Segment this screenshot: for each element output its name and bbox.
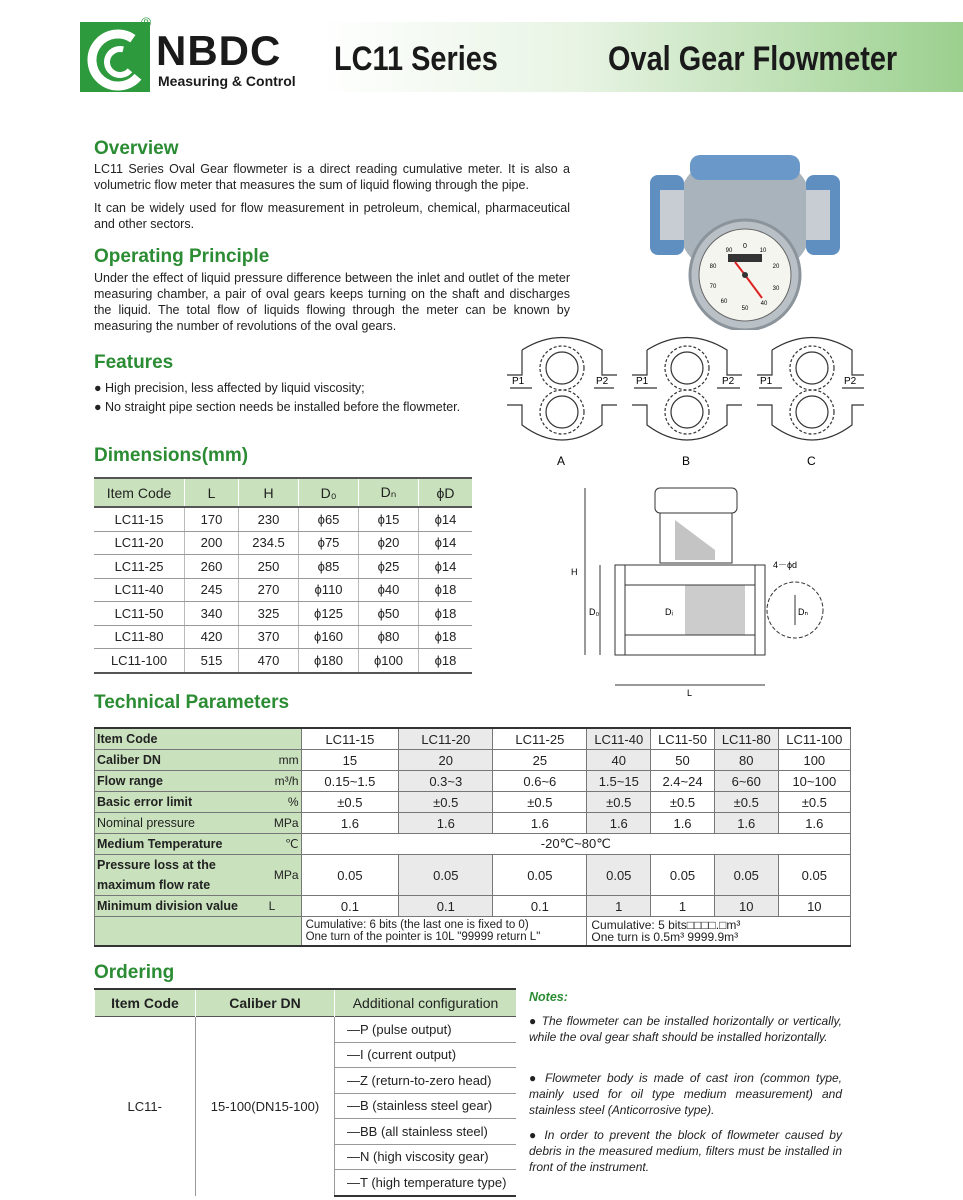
table-cell: 0.1 bbox=[399, 896, 493, 917]
table-cell: 0.1 bbox=[493, 896, 587, 917]
table-cell: ϕ14 bbox=[419, 531, 473, 555]
model-cell: LC11-20 bbox=[399, 728, 493, 750]
table-cell: 25 bbox=[493, 750, 587, 771]
table-cell: 2.4~24 bbox=[651, 771, 715, 792]
technical-table bbox=[94, 727, 851, 947]
table-cell: 370 bbox=[238, 625, 298, 649]
overview-p2: It can be widely used for flow measurement in petroleum, chemical, pharmaceutical and other sectors. bbox=[94, 201, 570, 231]
table-cell: 230 bbox=[238, 507, 298, 531]
table-cell: 10~100 bbox=[778, 771, 850, 792]
table-cell: ϕ18 bbox=[419, 578, 473, 602]
table-cell: ±0.5 bbox=[651, 792, 715, 813]
table-cell: 1.6 bbox=[778, 813, 850, 834]
model-cell: LC11-50 bbox=[651, 728, 715, 750]
table-cell: ϕ65 bbox=[299, 507, 359, 531]
table-cell: 1.6 bbox=[399, 813, 493, 834]
table-cell: 170 bbox=[185, 507, 239, 531]
table-cell: 0.05 bbox=[399, 855, 493, 896]
model-cell: LC11-25 bbox=[493, 728, 587, 750]
table-cell: LC11-50 bbox=[94, 602, 185, 626]
table-cell: 6~60 bbox=[714, 771, 778, 792]
dimensions-table bbox=[94, 477, 472, 674]
table-cell: 200 bbox=[185, 531, 239, 555]
table-cell: 0.3~3 bbox=[399, 771, 493, 792]
table-row bbox=[94, 625, 472, 649]
model-cell: LC11-15 bbox=[301, 728, 399, 750]
table-cell: LC11-15 bbox=[94, 507, 185, 531]
table-row bbox=[94, 602, 472, 626]
svg-text:70: 70 bbox=[709, 284, 717, 290]
table-cell: ϕ110 bbox=[299, 578, 359, 602]
row-label: Caliber DN bbox=[95, 750, 267, 771]
do-dim-label: D₀ bbox=[589, 607, 600, 617]
svg-text:10: 10 bbox=[759, 248, 767, 254]
table-cell: ϕ180 bbox=[299, 649, 359, 673]
order-code: LC11- bbox=[127, 1098, 162, 1114]
table-cell: 40 bbox=[587, 750, 651, 771]
stage-b-label: B bbox=[682, 454, 691, 468]
table-cell: ϕ15 bbox=[359, 507, 419, 531]
row-label: Flow range bbox=[95, 771, 267, 792]
svg-text:90: 90 bbox=[725, 248, 733, 254]
note-item: ● The flowmeter can be installed horizontally or vertically, while the oval gear shaft should be installed horizontally. bbox=[529, 1014, 842, 1044]
table-cell: ϕ160 bbox=[299, 625, 359, 649]
table-cell: 1.5~15 bbox=[587, 771, 651, 792]
table-cell: 515 bbox=[185, 649, 239, 673]
row-unit: m³/h bbox=[267, 771, 302, 792]
table-cell: ϕ18 bbox=[419, 649, 473, 673]
svg-text:P1: P1 bbox=[636, 376, 649, 387]
brand-name: NBDC bbox=[156, 27, 282, 74]
table-cell: 0.05 bbox=[587, 855, 651, 896]
overview-heading: Overview bbox=[94, 138, 179, 159]
table-cell: 270 bbox=[238, 578, 298, 602]
table-row bbox=[94, 649, 472, 673]
table-cell: ϕ18 bbox=[419, 625, 473, 649]
table-cell: 80 bbox=[714, 750, 778, 771]
col-header: Item Code bbox=[95, 989, 196, 1017]
table-cell: ±0.5 bbox=[778, 792, 850, 813]
table-cell: 0.05 bbox=[493, 855, 587, 896]
di-dim-label: Dᵢ bbox=[665, 607, 673, 617]
table-cell: 0.05 bbox=[301, 855, 399, 896]
table-cell: 260 bbox=[185, 555, 239, 579]
option-item: —I (current output) bbox=[335, 1042, 517, 1068]
table-cell: 0.15~1.5 bbox=[301, 771, 399, 792]
table-cell: 0.1 bbox=[301, 896, 399, 917]
table-cell: ϕ100 bbox=[359, 649, 419, 673]
table-cell: 50 bbox=[651, 750, 715, 771]
svg-text:0: 0 bbox=[743, 243, 747, 250]
principle-text: Under the effect of liquid pressure difference between the inlet and outlet of the meter measuring chamber, a pair of oval gears keeps turning on the shaft and discharges the liquid. The total flow of liquids flowing through the meter can be known by measuring the number of revolutions of the oval gears. bbox=[94, 271, 570, 333]
notes-heading: Notes: bbox=[529, 990, 568, 1004]
col-header: H bbox=[238, 478, 298, 507]
table-cell: 1.6 bbox=[301, 813, 399, 834]
table-row bbox=[94, 531, 472, 555]
table-cell: 0.05 bbox=[778, 855, 850, 896]
row-unit: ℃ bbox=[267, 834, 302, 855]
table-cell: ±0.5 bbox=[587, 792, 651, 813]
row-label: Medium Temperature bbox=[95, 834, 267, 855]
table-cell: 340 bbox=[185, 602, 239, 626]
table-cell: ϕ80 bbox=[359, 625, 419, 649]
row-unit: L bbox=[267, 896, 302, 917]
row-label: Basic error limit bbox=[95, 792, 267, 813]
table-cell: ±0.5 bbox=[399, 792, 493, 813]
table-cell: ϕ50 bbox=[359, 602, 419, 626]
row-label: Nominal pressure bbox=[95, 813, 267, 834]
overview-p1: LC11 Series Oval Gear flowmeter is a direct reading cumulative meter. It is also a volumetric flow meter that measures the sum of liquid flowing through the pipe. bbox=[94, 162, 570, 192]
table-cell: 245 bbox=[185, 578, 239, 602]
nbdc-logo bbox=[80, 22, 150, 92]
model-cell: LC11-100 bbox=[778, 728, 850, 750]
ordering-table bbox=[94, 988, 516, 1197]
registered-mark: ® bbox=[141, 14, 152, 30]
table-cell: LC11-100 bbox=[94, 649, 185, 673]
col-header: D₀ bbox=[299, 478, 359, 507]
option-item: —P (pulse output) bbox=[335, 1017, 517, 1043]
features-heading: Features bbox=[94, 352, 174, 373]
feature-item: ● No straight pipe section needs be installed before the flowmeter. bbox=[94, 400, 461, 414]
svg-text:30: 30 bbox=[772, 286, 780, 292]
table-cell: 325 bbox=[238, 602, 298, 626]
note-item: ● Flowmeter body is made of cast iron (common type, mainly used for oil type medium measurement) and stainless steel (Anticorrosive type). bbox=[529, 1071, 842, 1117]
table-cell: ϕ25 bbox=[359, 555, 419, 579]
svg-text:50: 50 bbox=[741, 306, 749, 312]
table-cell: 1.6 bbox=[493, 813, 587, 834]
table-cell: 15 bbox=[301, 750, 399, 771]
table-cell: ±0.5 bbox=[493, 792, 587, 813]
table-cell: ϕ14 bbox=[419, 555, 473, 579]
option-item: —N (high viscosity gear) bbox=[335, 1144, 517, 1170]
model-cell: LC11-40 bbox=[587, 728, 651, 750]
svg-text:P2: P2 bbox=[844, 376, 857, 387]
note-item: ● In order to prevent the block of flowmeter caused by debris in the measured medium, filters must be installed in front of the instrument. bbox=[529, 1128, 842, 1174]
p1-label: P1 bbox=[512, 376, 525, 387]
table-row bbox=[94, 578, 472, 602]
row-unit: MPa bbox=[267, 855, 302, 896]
table-row bbox=[94, 555, 472, 579]
col-header: Caliber DN bbox=[196, 989, 335, 1017]
table-cell: ϕ20 bbox=[359, 531, 419, 555]
order-caliber: 15-100(DN15-100) bbox=[196, 1017, 335, 1196]
table-cell: ϕ14 bbox=[419, 507, 473, 531]
l-dim-label: L bbox=[687, 688, 693, 698]
dimension-drawing bbox=[565, 480, 830, 705]
table-cell: LC11-25 bbox=[94, 555, 185, 579]
dimensions-heading: Dimensions(mm) bbox=[94, 445, 249, 466]
table-cell: 0.05 bbox=[651, 855, 715, 896]
ordering-heading: Ordering bbox=[94, 962, 175, 983]
stage-a-label: A bbox=[557, 454, 566, 468]
table-cell: ±0.5 bbox=[301, 792, 399, 813]
series-title: LC11 Series bbox=[334, 40, 498, 78]
row-label: Minimum division value bbox=[95, 896, 267, 917]
product-photo bbox=[640, 150, 850, 330]
product-title: Oval Gear Flowmeter bbox=[607, 40, 897, 78]
table-cell: LC11-20 bbox=[94, 531, 185, 555]
table-cell: 20 bbox=[399, 750, 493, 771]
col-header: ϕD bbox=[419, 478, 473, 507]
col-header: Dₙ bbox=[359, 478, 419, 507]
svg-text:80: 80 bbox=[709, 264, 717, 270]
stage-c-label: C bbox=[807, 454, 816, 468]
table-cell: LC11-80 bbox=[94, 625, 185, 649]
table-cell: 10 bbox=[778, 896, 850, 917]
row-unit: mm bbox=[267, 750, 302, 771]
temperature-value: -20℃~80℃ bbox=[301, 834, 850, 855]
col-header: L bbox=[185, 478, 239, 507]
dn-dim-label: Dₙ bbox=[798, 607, 809, 617]
technical-heading: Technical Parameters bbox=[94, 692, 290, 713]
table-row bbox=[94, 507, 472, 531]
table-cell: 1.6 bbox=[714, 813, 778, 834]
row-label-empty bbox=[95, 917, 302, 947]
table-cell: ±0.5 bbox=[714, 792, 778, 813]
row-label: Pressure loss at the maximum flow rate bbox=[95, 855, 267, 896]
table-cell: LC11-40 bbox=[94, 578, 185, 602]
p2-label: P2 bbox=[596, 376, 609, 387]
table-cell: 0.05 bbox=[714, 855, 778, 896]
table-cell: 420 bbox=[185, 625, 239, 649]
table-cell: ϕ18 bbox=[419, 602, 473, 626]
row-label: Item Code bbox=[95, 728, 302, 750]
principle-heading: Operating Principle bbox=[94, 246, 270, 267]
row-unit: % bbox=[267, 792, 302, 813]
col-header: Additional configuration bbox=[335, 989, 517, 1017]
svg-text:20: 20 bbox=[772, 264, 780, 270]
h-dim-label: H bbox=[571, 567, 578, 577]
option-item: —B (stainless steel gear) bbox=[335, 1093, 517, 1119]
col-header: Item Code bbox=[94, 478, 185, 507]
table-cell: 250 bbox=[238, 555, 298, 579]
table-cell: ϕ85 bbox=[299, 555, 359, 579]
option-item: —Z (return-to-zero head) bbox=[335, 1068, 517, 1094]
svg-text:40: 40 bbox=[760, 301, 768, 307]
table-cell: 1.6 bbox=[651, 813, 715, 834]
table-cell: ϕ125 bbox=[299, 602, 359, 626]
brand-tagline: Measuring & Control bbox=[158, 73, 296, 89]
table-cell: 1 bbox=[587, 896, 651, 917]
table-cell: 234.5 bbox=[238, 531, 298, 555]
table-cell: 10 bbox=[714, 896, 778, 917]
table-cell: ϕ40 bbox=[359, 578, 419, 602]
svg-text:P1: P1 bbox=[760, 376, 773, 387]
counter-note-large: Cumulative: 5 bits□□□□.□m³ One turn is 0.5m³ 9999.9m³ bbox=[587, 917, 851, 947]
svg-text:P2: P2 bbox=[722, 376, 735, 387]
table-cell: 470 bbox=[238, 649, 298, 673]
svg-text:60: 60 bbox=[720, 299, 728, 305]
table-cell: 100 bbox=[778, 750, 850, 771]
table-cell: 1.6 bbox=[587, 813, 651, 834]
gear-principle-diagram bbox=[502, 330, 867, 470]
counter-note-small: Cumulative: 6 bits (the last one is fixed to 0) One turn of the pointer is 10L "99999 return L" bbox=[301, 917, 587, 947]
row-unit: MPa bbox=[267, 813, 302, 834]
option-item: —BB (all stainless steel) bbox=[335, 1119, 517, 1145]
option-item: —T (high temperature type) bbox=[335, 1170, 517, 1196]
table-cell: 0.6~6 bbox=[493, 771, 587, 792]
model-cell: LC11-80 bbox=[714, 728, 778, 750]
table-cell: ϕ75 bbox=[299, 531, 359, 555]
holes-label: 4－ϕd bbox=[773, 560, 798, 570]
table-cell: 1 bbox=[651, 896, 715, 917]
feature-item: ● High precision, less affected by liquid viscosity; bbox=[94, 381, 365, 395]
